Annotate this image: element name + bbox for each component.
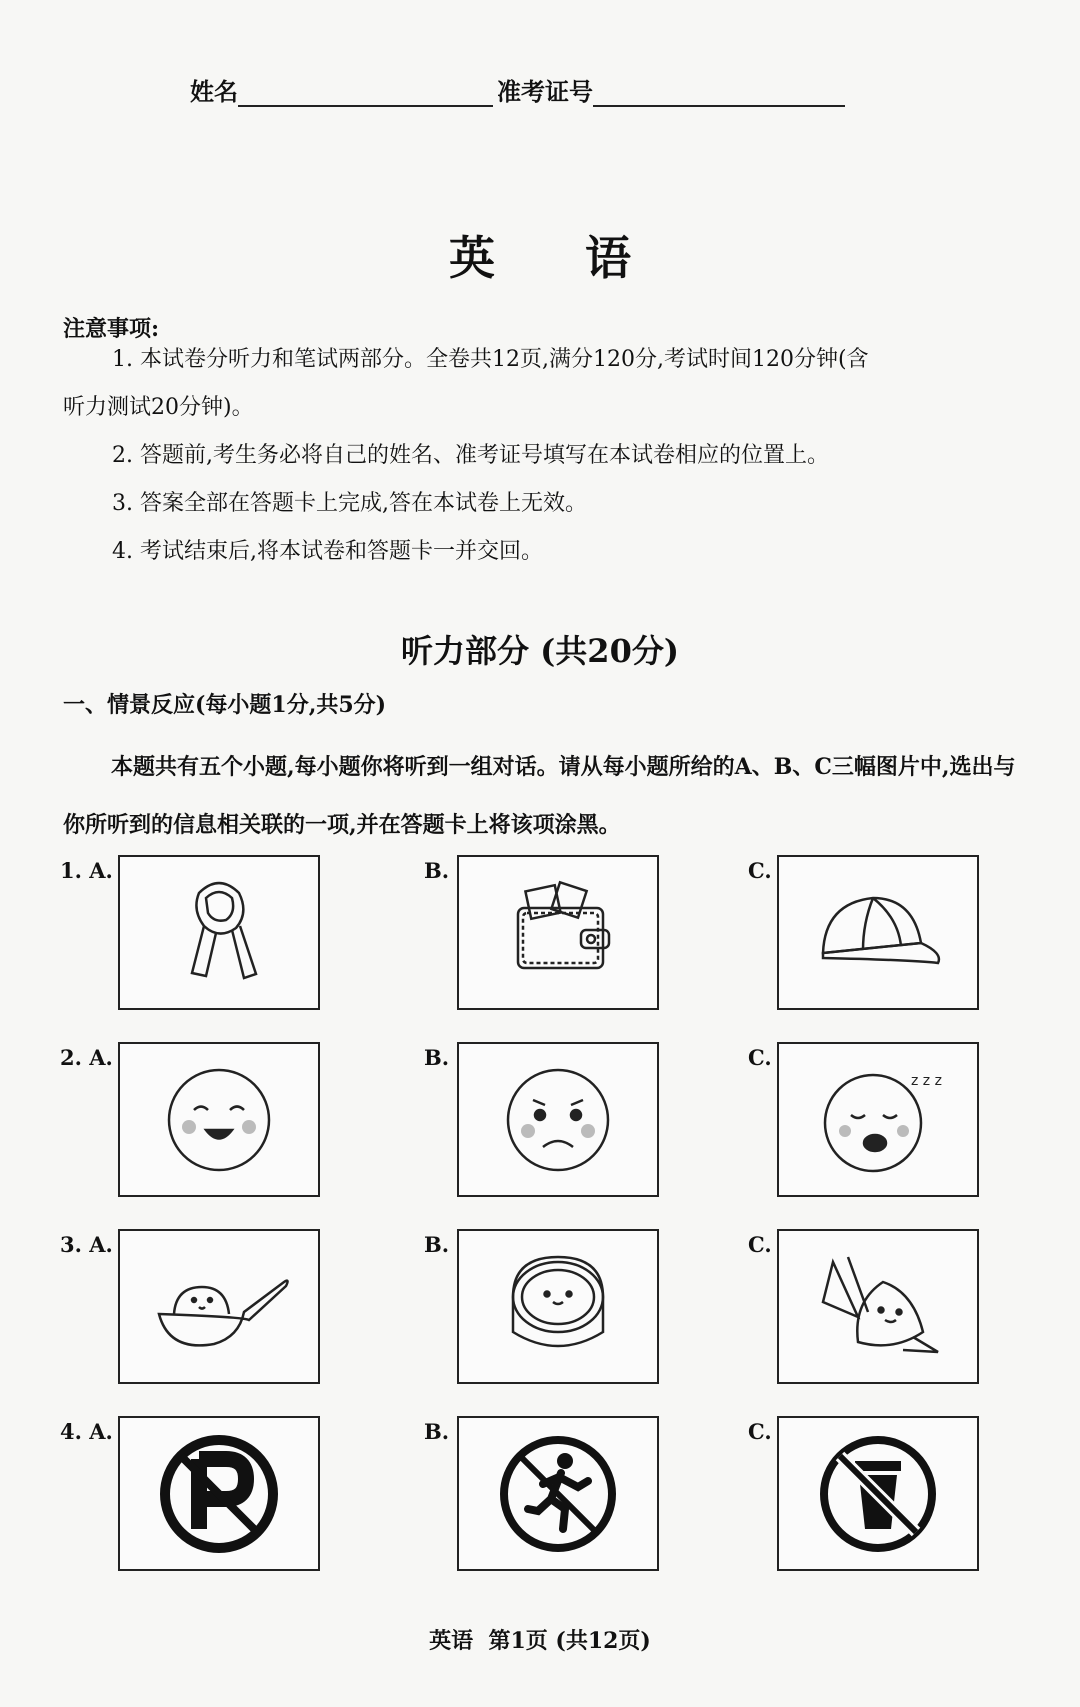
q4-label-c: C. [748, 1419, 772, 1444]
q4-option-c[interactable] [777, 1416, 979, 1571]
q4-option-a[interactable] [118, 1416, 320, 1571]
notice-item: 3. 答案全部在答题卡上完成,答在本试卷上无效。 [112, 491, 587, 516]
zongzi-icon [803, 1242, 953, 1372]
q1-option-a[interactable] [118, 855, 320, 1010]
name-field[interactable] [238, 79, 493, 107]
q3-option-c[interactable] [777, 1229, 979, 1384]
svg-text:z z z: z z z [911, 1072, 942, 1089]
q1-option-b[interactable] [457, 855, 659, 1010]
q1-label-b: B. [424, 858, 450, 883]
q1-option-c[interactable] [777, 855, 979, 1010]
q2-label-c: C. [748, 1045, 772, 1070]
notice-item: 2. 答题前,考生务必将自己的姓名、准考证号填写在本试卷相应的位置上。 [112, 443, 829, 468]
sleepy-face-icon [803, 1055, 953, 1185]
q4-option-b[interactable] [457, 1416, 659, 1571]
id-label: 准考证号 [497, 77, 593, 106]
no-parking-icon [144, 1429, 294, 1559]
wallet-icon [483, 868, 633, 998]
part-instruction [63, 738, 1033, 854]
notice-item: 1. 本试卷分听力和笔试两部分。全卷共12页,满分120分,考试时间120分钟(含 [112, 347, 869, 372]
page-title: 英语 [449, 231, 721, 285]
name-label: 姓名 [190, 77, 238, 106]
q2-label-a: 2. A. [60, 1045, 113, 1070]
notice-item: 听力测试20分钟)。 [63, 395, 254, 420]
q1-label-a: 1. A. [60, 858, 113, 883]
q2-option-a[interactable] [118, 1042, 320, 1197]
part-heading: 一、情景反应(每小题1分,共5分) [63, 692, 387, 718]
section-title: 听力部分 (共20分) [401, 632, 679, 670]
happy-face-icon [144, 1055, 294, 1185]
q2-option-b[interactable] [457, 1042, 659, 1197]
candidate-info-row [190, 72, 845, 107]
q1-label-c: C. [748, 858, 772, 883]
q3-label-a: 3. A. [60, 1232, 113, 1257]
tangyuan-spoon-icon [144, 1242, 294, 1372]
q2-option-c[interactable] [777, 1042, 979, 1197]
q3-label-c: C. [748, 1232, 772, 1257]
q4-label-a: 4. A. [60, 1419, 113, 1444]
q3-option-a[interactable] [118, 1229, 320, 1384]
q3-label-b: B. [424, 1232, 450, 1257]
mooncake-icon [483, 1242, 633, 1372]
sad-face-icon [483, 1055, 633, 1185]
notice-item: 4. 考试结束后,将本试卷和答题卡一并交回。 [112, 539, 543, 564]
instruction-text: 本题共有五个小题,每小题你将听到一组对话。请从每小题所给的A、B、C三幅图片中,选出与你所听到的信息相关联的一项,并在答题卡上将该项涂黑。 [63, 754, 1016, 838]
exam-id-field[interactable] [593, 79, 845, 107]
scarf-icon [144, 868, 294, 998]
cap-icon [803, 868, 953, 998]
no-drinks-icon [803, 1429, 953, 1559]
q4-label-b: B. [424, 1419, 450, 1444]
q2-label-b: B. [424, 1045, 450, 1070]
page-footer: 英语 第1页 (共12页) [429, 1628, 651, 1654]
notice-heading: 注意事项: [63, 316, 160, 342]
no-running-icon [483, 1429, 633, 1559]
q3-option-b[interactable] [457, 1229, 659, 1384]
